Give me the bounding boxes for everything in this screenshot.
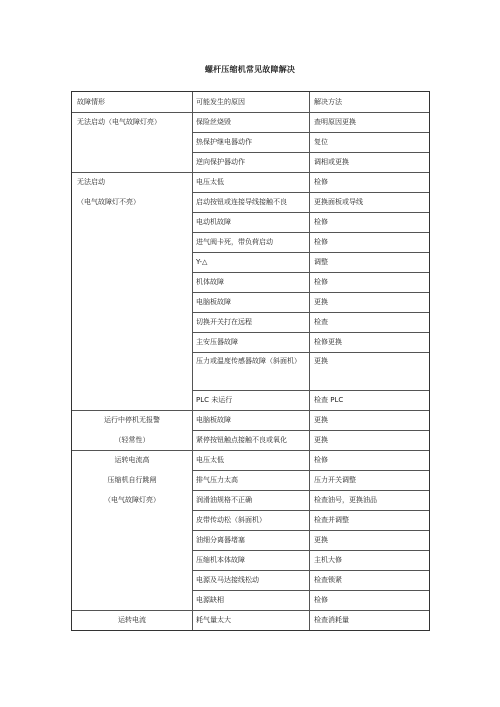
cause-cell: 耗气量太大 <box>196 616 231 624</box>
cause-cell: Y-△ <box>196 258 208 266</box>
solution-cell: 检查 PLC <box>314 396 344 404</box>
cause-cell: 电脑板故障 <box>196 298 231 306</box>
cause-cell: 润滑油规格不正确 <box>196 496 252 504</box>
cause-cell: 电压太低 <box>196 178 224 186</box>
solution-cell: 更换 <box>314 357 328 365</box>
cause-cell: 电脑板故障 <box>196 416 231 424</box>
row-divider <box>192 212 429 213</box>
fault-cell: 运转电流高 <box>114 456 150 464</box>
row-divider <box>192 390 429 391</box>
solution-cell: 检修 <box>314 238 328 246</box>
cause-cell: 压缩机本体故障 <box>196 556 245 564</box>
fault-cell: 压缩机自行跳闸 <box>107 476 157 484</box>
solution-cell: 检修 <box>314 178 328 186</box>
cause-cell: 电压太低 <box>196 456 224 464</box>
solution-cell: 查明原因更换 <box>314 118 356 126</box>
cause-cell: 电源及马达接线松动 <box>196 576 259 584</box>
row-divider <box>192 490 429 491</box>
row-divider <box>192 530 429 531</box>
solution-cell: 检修 <box>314 218 328 226</box>
row-divider <box>192 192 429 193</box>
fault-cell: （电气故障灯不亮） <box>77 198 140 206</box>
row-divider <box>192 232 429 233</box>
cause-cell: 逆向保护器动作 <box>196 158 245 166</box>
solution-cell: 检修 <box>314 596 328 604</box>
row-divider <box>72 450 429 451</box>
fault-cell: 无法启动（电气故障灯亮） <box>77 118 161 126</box>
solution-cell: 检修 <box>314 278 328 286</box>
solution-cell: 更换 <box>314 436 328 444</box>
solution-cell: 更换 <box>314 536 328 544</box>
cause-cell: 压力或温度传感器故障（斜面机） <box>196 357 301 365</box>
fault-table <box>71 91 430 631</box>
row-divider <box>192 352 429 353</box>
row-divider <box>192 550 429 551</box>
fault-cell: 运行中停机无报警 <box>104 416 160 424</box>
solution-cell: 检查锁紧 <box>314 576 342 584</box>
fault-cell: （轻常性） <box>114 436 150 444</box>
solution-cell: 调相或更换 <box>314 158 349 166</box>
row-divider <box>72 112 429 113</box>
header-solution: 解决方法 <box>314 98 342 106</box>
cause-cell: 电动机故障 <box>196 218 231 226</box>
row-divider <box>192 292 429 293</box>
cause-cell: 热保护继电器动作 <box>196 138 252 146</box>
solution-cell: 检查消耗量 <box>314 616 349 624</box>
cause-cell: 电源缺相 <box>196 596 224 604</box>
header-fault: 故障情形 <box>77 98 105 106</box>
solution-cell: 调整 <box>314 258 328 266</box>
row-divider <box>192 510 429 511</box>
row-divider <box>192 430 429 431</box>
solution-cell: 复位 <box>314 138 328 146</box>
solution-cell: 检查 <box>314 318 328 326</box>
solution-cell: 更换面板或导线 <box>314 198 363 206</box>
row-divider <box>72 610 429 611</box>
cause-cell: 皮带传动松（斜面机） <box>196 516 266 524</box>
cause-cell: 紧停按钮触点接触不良或氧化 <box>196 436 287 444</box>
cause-cell: 进气阀卡死，带负荷启动 <box>196 238 273 246</box>
cause-cell: 机体故障 <box>196 278 224 286</box>
row-divider <box>192 132 429 133</box>
column-divider <box>309 92 310 630</box>
solution-cell: 检查并调整 <box>314 516 349 524</box>
column-divider <box>192 92 193 630</box>
header-cause: 可能发生的原因 <box>196 98 245 106</box>
row-divider <box>72 410 429 411</box>
cause-cell: 切换开关打在远程 <box>196 318 252 326</box>
solution-cell: 检修 <box>314 456 328 464</box>
fault-cell: 无法启动 <box>77 178 105 186</box>
solution-cell: 主机大修 <box>314 556 342 564</box>
solution-cell: 检查油号，更换油品 <box>314 496 377 504</box>
cause-cell: 启动按钮或连接导线接触不良 <box>196 198 287 206</box>
row-divider <box>192 272 429 273</box>
row-divider <box>192 312 429 313</box>
row-divider <box>192 152 429 153</box>
fault-cell: 运转电流 <box>118 616 146 624</box>
cause-cell: PLC 未运行 <box>196 396 233 404</box>
fault-cell: （电气故障灯亮） <box>104 496 160 504</box>
row-divider <box>192 590 429 591</box>
row-divider <box>192 570 429 571</box>
row-divider <box>192 332 429 333</box>
row-divider <box>72 172 429 173</box>
cause-cell: 排气压力太高 <box>196 476 238 484</box>
cause-cell: 主安压器故障 <box>196 338 238 346</box>
solution-cell: 更换 <box>314 298 328 306</box>
cause-cell: 保险丝烧毁 <box>196 118 231 126</box>
solution-cell: 检修更换 <box>314 338 342 346</box>
cause-cell: 油细分离器堵塞 <box>196 536 245 544</box>
row-divider <box>192 252 429 253</box>
page-title: 螺杆压缩机常见故障解决 <box>204 65 296 74</box>
solution-cell: 压力开关调整 <box>314 476 356 484</box>
row-divider <box>192 470 429 471</box>
solution-cell: 更换 <box>314 416 328 424</box>
